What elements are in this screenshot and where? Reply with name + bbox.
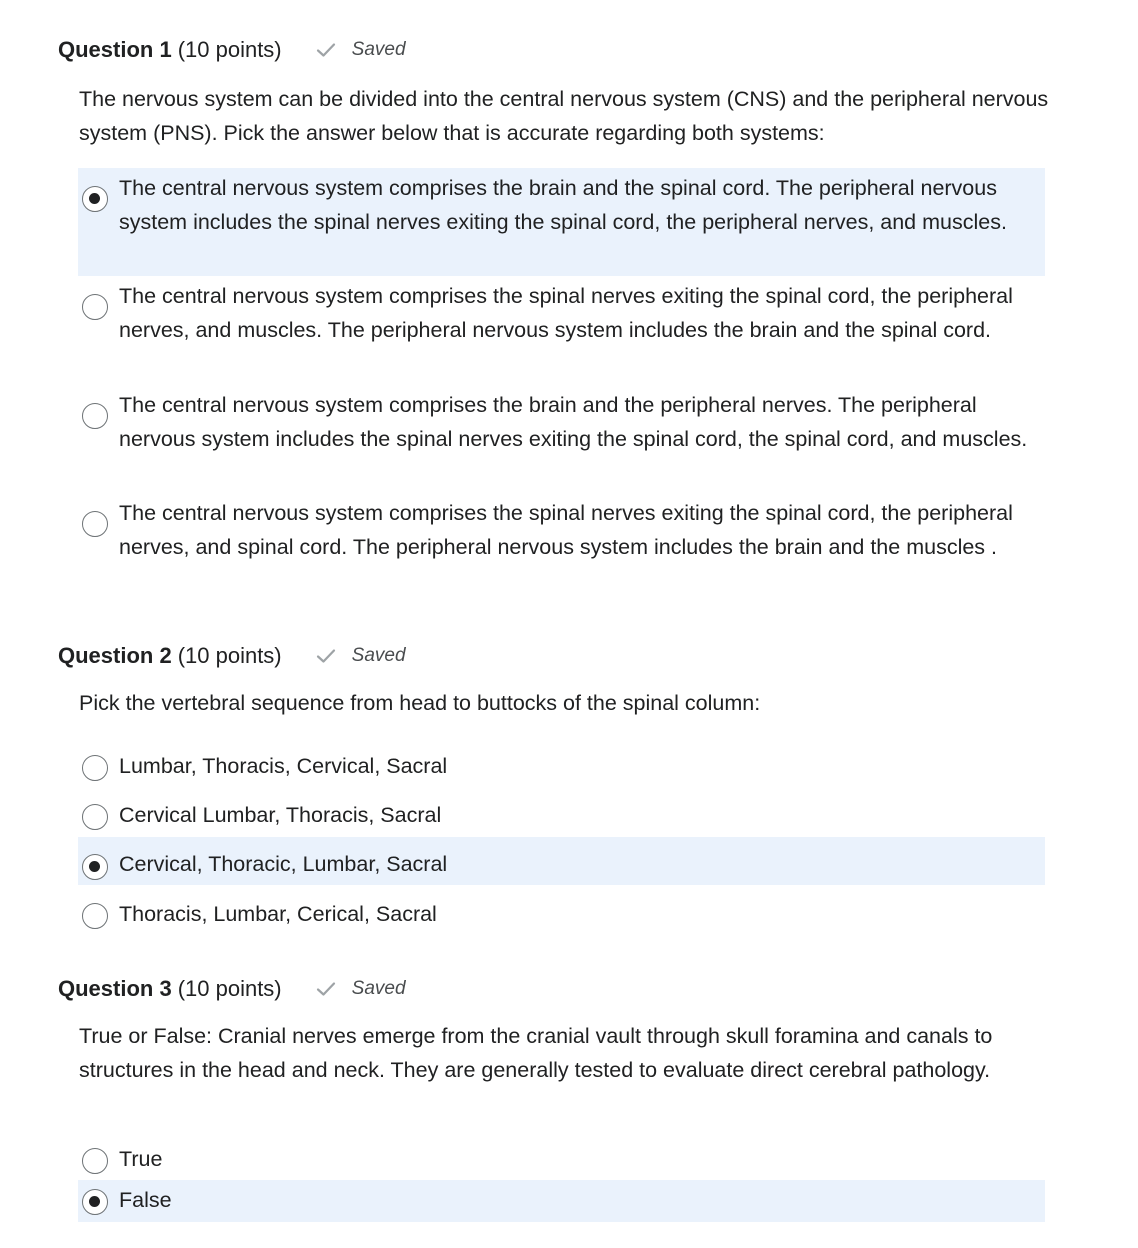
radio-button[interactable] bbox=[82, 1189, 108, 1215]
answer-option[interactable] bbox=[78, 837, 1045, 885]
checkmark-icon bbox=[316, 981, 336, 997]
answer-option[interactable] bbox=[78, 744, 1045, 792]
answer-option[interactable] bbox=[78, 494, 1045, 602]
radio-button[interactable] bbox=[82, 903, 108, 929]
answer-option[interactable] bbox=[78, 793, 1045, 841]
radio-button[interactable] bbox=[82, 1148, 108, 1174]
radio-selected-dot bbox=[89, 193, 100, 204]
answer-option[interactable] bbox=[78, 1138, 1045, 1180]
question-text: True or False: Cranial nerves emerge from the cranial vault through skull foramina and canals to structures in the head and neck. They are generally tested to evaluate direct cerebral pathology. bbox=[79, 1024, 993, 1082]
question-title: Question 1 bbox=[58, 37, 172, 62]
checkmark-icon bbox=[316, 42, 336, 58]
answer-label: Lumbar, Thoracis, Cervical, Sacral bbox=[119, 754, 448, 778]
radio-button[interactable] bbox=[82, 294, 108, 320]
answer-label: The central nervous system comprises the brain and the spinal cord. The peripheral nervous system includes the spinal nerves exiting the spinal cord, the peripheral nerves, and muscles. bbox=[119, 176, 1007, 234]
question-points: (10 points) bbox=[177, 976, 282, 1001]
answer-label: True bbox=[119, 1147, 163, 1171]
radio-button[interactable] bbox=[82, 403, 108, 429]
saved-label: Saved bbox=[351, 645, 406, 666]
question-header bbox=[58, 974, 406, 1004]
question-points: (10 points) bbox=[177, 37, 282, 62]
question-text: The nervous system can be divided into the central nervous system (CNS) and the peripheral nervous system (PNS). Pick the answer below that is accurate regarding both systems: bbox=[79, 87, 1049, 145]
answer-label: The central nervous system comprises the spinal nerves exiting the spinal cord, the peripheral nerves, and muscles. The peripheral nervous system includes the brain and the spinal cord. bbox=[119, 284, 1013, 342]
radio-selected-dot bbox=[89, 1196, 100, 1207]
saved-status bbox=[316, 39, 406, 61]
checkmark-icon bbox=[316, 648, 336, 664]
answer-label: Cervical, Thoracic, Lumbar, Sacral bbox=[119, 852, 448, 876]
answer-option[interactable] bbox=[78, 168, 1045, 276]
question-header bbox=[58, 641, 406, 671]
answer-option[interactable] bbox=[78, 386, 1045, 494]
answer-label: The central nervous system comprises the spinal nerves exiting the spinal cord, the peripheral nerves, and spinal cord. The peripheral nervous system includes the brain and the muscles . bbox=[119, 501, 1013, 559]
radio-button[interactable] bbox=[82, 511, 108, 537]
answer-option[interactable] bbox=[78, 1180, 1045, 1222]
radio-button[interactable] bbox=[82, 755, 108, 781]
answer-option[interactable] bbox=[78, 891, 1045, 939]
question-header bbox=[58, 35, 406, 65]
saved-label: Saved bbox=[351, 978, 406, 999]
question-points: (10 points) bbox=[177, 643, 282, 668]
question-title: Question 2 bbox=[58, 643, 172, 668]
saved-status bbox=[316, 978, 406, 1000]
saved-label: Saved bbox=[351, 39, 406, 60]
radio-button[interactable] bbox=[82, 186, 108, 212]
answer-label: Thoracis, Lumbar, Cerical, Sacral bbox=[119, 902, 437, 926]
question-title: Question 3 bbox=[58, 976, 172, 1001]
answer-option[interactable] bbox=[78, 277, 1045, 385]
saved-status bbox=[316, 645, 406, 667]
radio-selected-dot bbox=[89, 861, 100, 872]
answer-label: False bbox=[119, 1188, 172, 1212]
radio-button[interactable] bbox=[82, 804, 108, 830]
radio-button[interactable] bbox=[82, 854, 108, 880]
question-text: Pick the vertebral sequence from head to buttocks of the spinal column: bbox=[79, 691, 761, 715]
answer-label: Cervical Lumbar, Thoracis, Sacral bbox=[119, 803, 442, 827]
answer-label: The central nervous system comprises the brain and the peripheral nerves. The peripheral nervous system includes the spinal nerves exiting the spinal cord, the spinal cord, and muscles. bbox=[119, 393, 1028, 451]
